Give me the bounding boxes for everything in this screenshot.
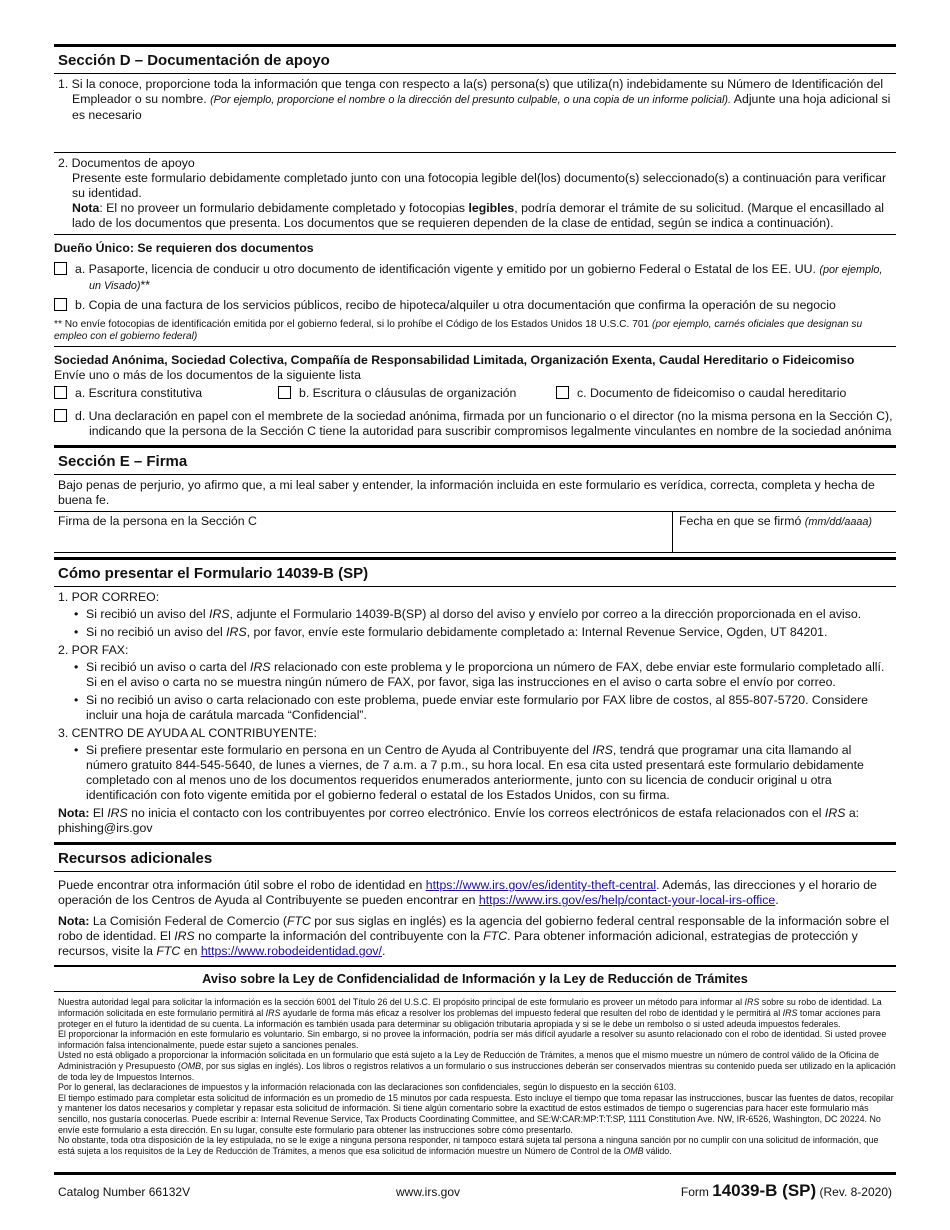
date-signed-field[interactable]: Fecha en que se firmó (mm/dd/aaaa) — [679, 514, 872, 529]
resources — [54, 842, 896, 871]
privacy-title: Aviso sobre la Ley de Confidencialidad de Información y la Ley de Reducción de Trámites — [202, 971, 748, 987]
privacy-notice — [54, 965, 896, 991]
list-item: • Si recibió un aviso o carta del IRS relacionado con este problema y le proporciona un número de FAX, debe enviar este formulario completado allí. Si en el aviso o carta no se muestra ningún número de FAX, por favor, siga las instrucciones en el aviso o carta sobre el envío por correo. — [58, 660, 896, 690]
sole-owner-a-checkbox[interactable] — [54, 262, 67, 275]
form-id: Form 14039-B (SP) (Rev. 8-2020) — [680, 1181, 892, 1200]
sole-owner-block: Dueño Único: Se requieren dos documentos a. Pasaporte, licencia de conducir u otro documento de identificación vigente y emitido por un gobierno Federal o Estatal de los EE. UU. (por ejemplo, un Visado)** b. Copia de una factura de los servicios públicos, recibo de hipoteca/alquiler u otra documentación que confirma la operación de su negocio ** No envíe fotocopias de identificación emitida por el gobierno federal, si lo prohíbe el Código de los Estados Unidos 18 U.S.C. 701 (por ejemplo, carnés oficiales que designan su empleo con el gobierno federal) — [54, 234, 896, 346]
section-e-text: Bajo penas de perjurio, yo afirmo que, a mi leal saber y entender, la información incluida en este formulario es verídica, correcta, completa y hecha de buena fe. — [54, 474, 896, 511]
resources-title: Recursos adicionales — [58, 850, 213, 868]
local-office-link[interactable]: https://www.irs.gov/es/help/contact-your-local-irs-office — [478, 893, 776, 908]
section-d-item2: 2. Documentos de apoyo Presente este formulario debidamente completado junto con una fotocopia legible del(los) documento(s) seleccionado(s) a continuación para verificar su identidad. Nota: El no proveer un formulario debidamente completado y fotocopias legibles, podría demorar el trámite de su solicitud. (Marque el encasillado al lado de los documentos que presenta. Los documentos que se requieren dependen de la clase de entidad, según se indica a continuación). — [54, 152, 896, 234]
sole-owner-title: Dueño Único: Se requieren dos documentos — [54, 241, 314, 255]
resources-body: Puede encontrar otra información útil sobre el robo de identidad en https://www.irs.gov/es/identity-theft-central. Además, las direcciones y el horario de operación de los Centros de Ayuda al Contribuyente se pueden encontrar en https://www.irs.gov/es/help/contact-your-local-irs-office. Nota: La Comisión Federal de Comercio (FTC por sus siglas en inglés) es la agencia del gobierno federal central responsable de la información sobre el robo de identidad. El IRS no comparte la información del contribuyente con la FTC. Para obtener información adicional, estrategias de protección y recursos, visite la FTC en https://www.robodeidentidad.gov/. — [54, 871, 896, 965]
corp-b-checkbox[interactable] — [278, 386, 291, 399]
sole-owner-footnote: ** No envíe fotocopias de identificación emitida por el gobierno federal, si lo prohíbe el Código de los Estados Unidos 18 U.S.C. 701 (por ejemplo, carnés oficiales que designan su empleo con el gobierno federal) — [54, 319, 863, 343]
list-item: • Si prefiere presentar este formulario en persona en un Centro de Ayuda al Contribuyente del IRS, tendrá que programar una cita llamando al número gratuito 844-545-5640, de lunes a viernes, de 7 a.m. a 7 p.m., su hora local. En esa cita usted presentará este formulario debidamente completado con al menos uno de los documentos requeridos enumerados anteriormente, junto con su licencia de conducir original u otra identificación con foto vigente emitida por el gobierno federal o estatal de los Estados Unidos, con su firma. — [58, 743, 896, 803]
section-d-title: Sección D – Documentación de apoyo — [58, 52, 330, 69]
corporation-block: Sociedad Anónima, Sociedad Colectiva, Compañía de Responsabilidad Limitada, Organización Exenta, Caudal Hereditario o Fideicomiso Envíe uno o más de los documentos de la siguiente lista a. Escritura constitutiva b. Escritura o cláusulas de organización c. Documento de fideicomiso o caudal hereditario d. Una declaración en papel con el membrete de la sociedad anónima, firmada por un funcionario o el director (no la misma persona en la Sección C), indicando que la persona de la Sección C tiene la autoridad para suscribir compromisos legalmente vinculantes en nombre de la sociedad anónima — [54, 346, 896, 443]
list-item: • Si recibió un aviso del IRS, adjunte el Formulario 14039-B(SP) al dorso del aviso y envíelo por correo a la dirección proporcionada en el aviso. — [58, 607, 896, 622]
signature-row — [54, 511, 896, 553]
identity-theft-link[interactable]: https://www.irs.gov/es/identity-theft-central — [425, 878, 657, 893]
corporation-title: Sociedad Anónima, Sociedad Colectiva, Compañía de Responsabilidad Limitada, Organización Exenta, Caudal Hereditario o Fideicomiso — [54, 353, 855, 368]
how-to-file-title: Cómo presentar el Formulario 14039-B (SP) — [58, 565, 369, 583]
how-to-file — [54, 557, 896, 586]
privacy-body: Nuestra autoridad legal para solicitar la información es la sección 6001 del Título 26 del U.S.C. El propósito principal de este formulario es proveer un método para informar al IRS sobre su robo de identidad. La información solicitada en este formulario permitirá al IRS ayudarle de forma más eficaz a resolver los problemas del impuesto federal que resulten del robo de identidad y le permitirá al IRS tomar acciones para proteger en el futuro la identidad de su cuenta. La información es también usada para determinar su obligación tributaria apropiada y si se le debe un rembolso o si usted adeuda impuestos federales. El proporcionar la información en este formulario es voluntario. Sin embargo, si no provee la información, podría ser más difícil ayudarle a resolver su asunto relacionado con el robo de identidad. Si usted provee información falsa intencionalmente, puede estar sujeto a sanciones penales. Usted no está obligado a proporcionar la información solicitada en un formulario que está sujeto a la Ley de Reducción de Trámites, a menos que el mismo muestre un número de control válido de la Oficina de Administración y Presupuesto (OMB, por sus siglas en inglés). Los libros o registros relativos a un formulario o sus instrucciones deberán ser conservados mientras su contenido pueda ser utilizado en la aplicación de toda ley de Impuestos Internos. Por lo general, las declaraciones de impuestos y la información relacionada con las declaraciones son confidenciales, según lo dispuesto en la sección 6103. El tiempo estimado para completar esta solicitud de información es un promedio de 15 minutos por cada respuesta. Esto incluye el tiempo que toma repasar las instrucciones, buscar las fuentes de datos, recopilar y mantener los datos necesarios y completar y repasar esta solicitud de información. Si tiene algún comentario sobre la exactitud de estos estimados de tiempo o sugerencias para hacer este formulario más sencillo, nos gustaría conocerlas. Puede escribir a: Internal Revenue Service, Tax Products Coordinating Committee, and SE:W:CAR:MP:T:T:SP, 1111 Constitution Ave. NW, IR-6526, Washington, DC 20224. No envíe este formulario a esta dirección. En su lugar, consulte este formulario para obtener las instrucciones sobre cómo presentarlo. No obstante, toda otra disposición de la ley estipulada, no se le exige a ninguna persona responder, ni tampoco estará sujeta tal persona a ninguna sanción por no cumplir con una solicitud de información, que está sujeta a los requisitos de la Ley de Reducción de Trámites, a menos que esa solicitud de información muestre un Número de Control de la OMB válido. — [54, 991, 896, 1156]
signature-field[interactable]: Firma de la persona en la Sección C — [54, 512, 673, 552]
list-item: • Si no recibió un aviso del IRS, por favor, envíe este formulario debidamente completado a: Internal Revenue Service, Ogden, UT 84201. — [58, 625, 896, 640]
section-d — [54, 44, 896, 73]
corp-a-checkbox[interactable] — [54, 386, 67, 399]
list-item: • Si no recibió un aviso o carta relacionado con este problema, puede enviar este formulario por FAX libre de costos, al 855-807-5720. Considere incluir una hoja de carátula marcada “Confidencial”. — [58, 693, 896, 723]
robo-identidad-link[interactable]: https://www.robodeidentidad.gov/ — [200, 944, 382, 959]
section-e — [54, 445, 896, 474]
supporting-docs-note: Nota: El no proveer un formulario debidamente completado y fotocopias legibles, podría demorar el trámite de su solicitud. (Marque el encasillado al lado de los documentos que presenta. Los documentos que se requieren dependen de la clase de entidad, según se indica a continuación). — [72, 201, 885, 230]
catalog-number: Catalog Number 66132V — [58, 1185, 191, 1199]
email-note: Nota: El IRS no inicia el contacto con los contribuyentes por correo electrónico. Envíe los correos electrónicos de estafa relacionados con el IRS a: phishing@irs.gov — [58, 806, 860, 836]
how-to-file-body: 1. POR CORREO: • Si recibió un aviso del IRS, adjunte el Formulario 14039-B(SP) al dorso del aviso y envíelo por correo a la dirección proporcionada en el aviso. • Si no recibió un aviso del IRS, por favor, envíe este formulario debidamente completado a: Internal Revenue Service, Ogden, UT 84201. 2. POR FAX: • Si recibió un aviso o carta del IRS relacionado con este problema y le proporciona un número de FAX, debe enviar este formulario completado allí. Si en el aviso o carta no se muestra ningún número de FAX, por favor, siga las instrucciones en el aviso o carta sobre el envío por correo. • Si no recibió un aviso o carta relacionado con este problema, puede enviar este formulario por FAX libre de costos, al 855-807-5720. Considere incluir una hoja de carátula marcada “Confidencial”. 3. CENTRO DE AYUDA AL CONTRIBUYENTE: • Si prefiere presentar este formulario en persona en un Centro de Ayuda al Contribuyente del IRS, tendrá que programar una cita llamando al número gratuito 844-545-5640, de lunes a viernes, de 7 a.m. a 7 p.m., su hora local. En esa cita usted presentará este formulario debidamente completado con al menos uno de los documentos requeridos enumerados anteriormente, junto con su licencia de conducir original u otra identificación con foto vigente emitida por el gobierno federal o estatal de los Estados Unidos, con su firma. Nota: El IRS no inicia el contacto con los contribuyentes por correo electrónico. Envíe los correos electrónicos de estafa relacionados con el IRS a: phishing@irs.gov — [54, 586, 896, 839]
section-e-title: Sección E – Firma — [58, 453, 188, 471]
section-d-item1: 1. Si la conoce, proporcione toda la información que tenga con respecto a la(s) persona(s) que utiliza(n) indebidamente su Número de Identificación del Empleador o su nombre. (Por ejemplo, proporcione el nombre o la dirección del presunto culpable, o una copia de un informe policial). Adjunte una hoja adicional si es necesario — [54, 73, 896, 152]
footer — [54, 1172, 896, 1205]
corp-c-checkbox[interactable] — [556, 386, 569, 399]
website: www.irs.gov — [396, 1185, 461, 1199]
sole-owner-b-checkbox[interactable] — [54, 298, 67, 311]
corp-d-checkbox[interactable] — [54, 409, 67, 422]
